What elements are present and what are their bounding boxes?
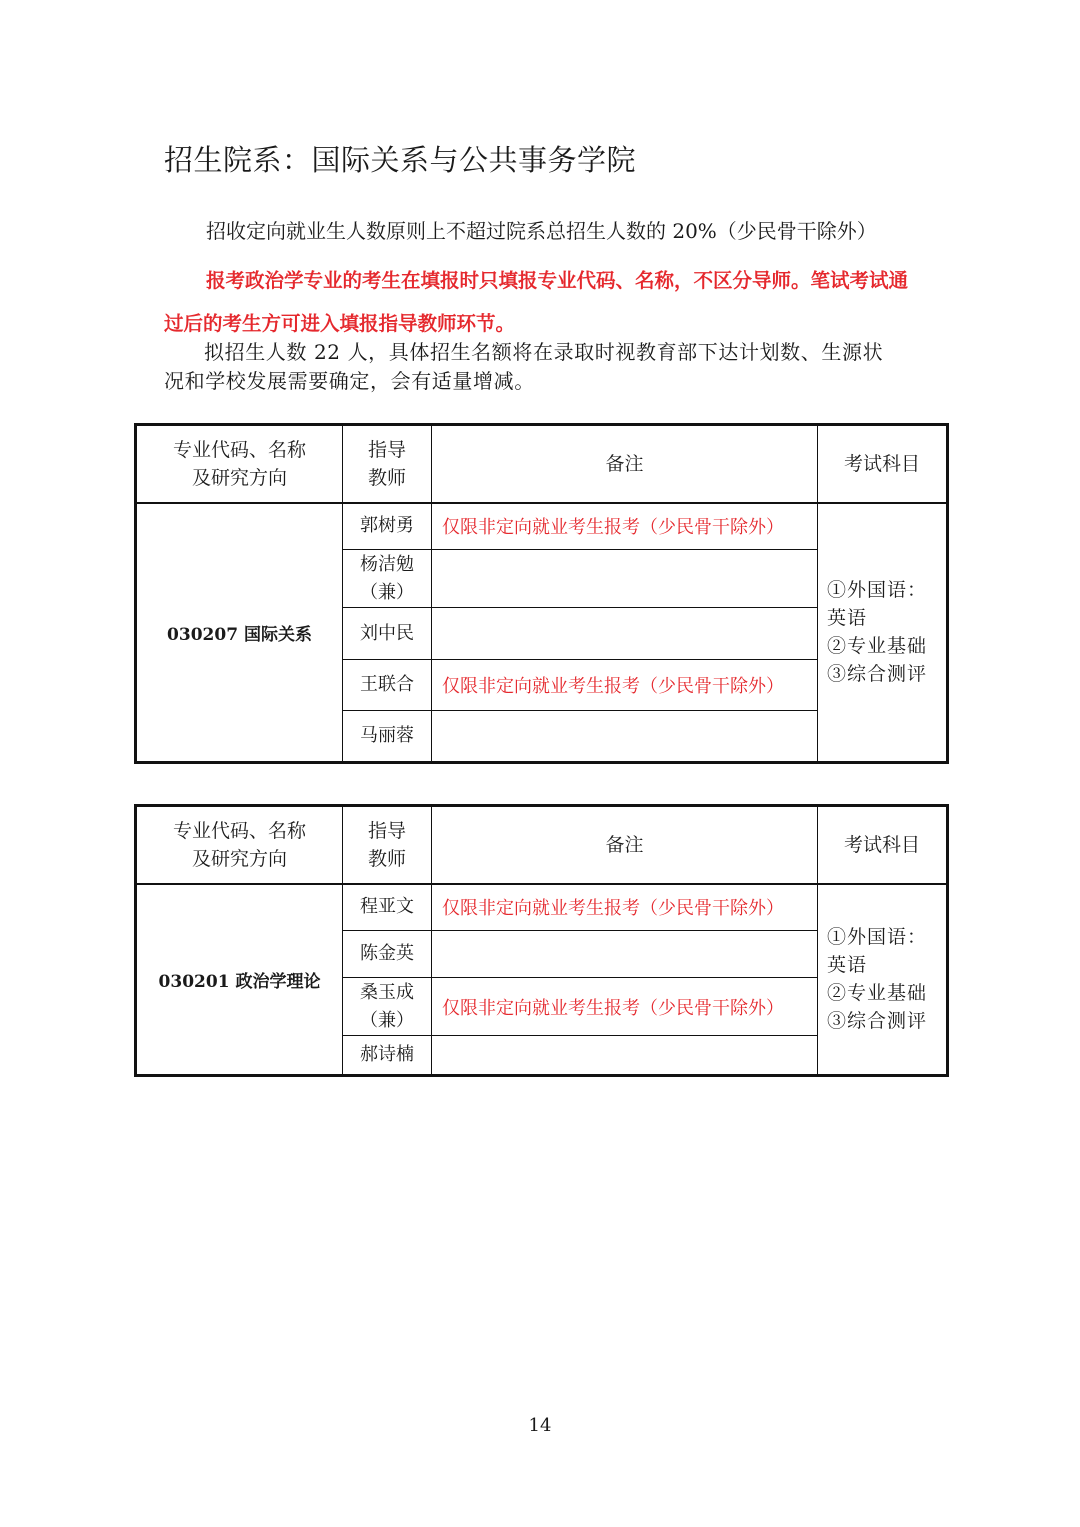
note-cell [432,608,818,660]
header-teacher [343,806,432,884]
note-cell: 仅限非定向就业考生报考（少民骨干除外） [432,884,818,931]
teacher-name: 程亚文 [360,896,414,918]
note-cell [432,711,818,763]
exam-item: ③综合测评 [827,663,928,686]
enrollment-plan-line-2: 况和学校发展需要确定，会有适量增减。 [164,369,535,393]
teacher-name: 郭树勇 [360,515,414,537]
major-code: 030201 [158,971,230,992]
exam-cell [818,503,948,763]
teacher-cell [343,1036,432,1076]
note-cell [432,550,818,608]
teacher-cell [343,978,432,1036]
note-cell: 仅限非定向就业考生报考（少民骨干除外） [432,503,818,550]
header-exam: 考试科目 [818,425,948,503]
enrollment-plan-line-1: 拟招生人数 22 人，具体招生名额将在录取时视教育部下达计划数、生源状 [204,340,884,364]
teacher-name: 桑玉成 [360,981,414,1003]
teacher-cell [343,931,432,978]
note-cell: 仅限非定向就业考生报考（少民骨干除外） [432,660,818,711]
table-international-relations [134,423,949,764]
teacher-name: 陈金英 [360,943,414,964]
teacher-name: 马丽蓉 [360,725,414,746]
major-name: 国际关系 [243,624,312,645]
teacher-name: 王联合 [360,674,414,695]
teacher-cell [343,884,432,931]
header-major-line-1: 专业代码、名称 [172,438,306,461]
table-row [136,503,948,550]
header-major-line-2: 及研究方向 [191,847,287,870]
header-teacher-line-1: 指导 [367,819,406,842]
teacher-cell [343,608,432,660]
exam-item: ②专业基础 [827,982,928,1005]
header-note: 备注 [432,425,818,503]
paragraph-quota-note: 招收定向就业生人数原则上不超过院系总招生人数的 20%（少民骨干除外） [206,219,877,243]
exam-item: ①外国语： [827,579,928,602]
teacher-name: 刘中民 [360,622,414,644]
major-cell [136,884,343,1076]
exam-item: 英语 [827,607,868,630]
teacher-sub: （兼） [360,581,414,603]
major-cell [136,503,343,763]
teacher-cell [343,550,432,608]
teacher-cell [343,660,432,711]
note-cell [432,931,818,978]
teacher-sub: （兼） [360,1009,414,1031]
page-heading: 招生院系：国际关系与公共事务学院 [164,143,637,177]
header-teacher [343,425,432,503]
teacher-name: 杨洁勉 [360,553,414,575]
paragraph-enrollment-plan [164,338,920,396]
paragraph-political-science-notice: 报考政治学专业的考生在填报时只填报专业代码、名称，不区分导师。笔试考试通过后的考生方可进入填报指导教师环节。 [164,269,909,335]
header-major [136,806,343,884]
teacher-cell [343,711,432,763]
teacher-name: 郝诗楠 [360,1044,414,1065]
table-row [136,884,948,931]
table-political-theory [134,804,949,1077]
header-note: 备注 [432,806,818,884]
page-number: 14 [528,1415,552,1436]
header-major [136,425,343,503]
exam-item: ②专业基础 [827,635,928,658]
major-code: 030207 [167,624,239,645]
teacher-cell [343,503,432,550]
header-teacher-line-2: 教师 [367,847,406,870]
header-major-line-1: 专业代码、名称 [172,819,306,842]
header-major-line-2: 及研究方向 [191,466,287,489]
major-name: 政治学理论 [235,971,321,992]
exam-cell [818,884,948,1076]
exam-item: ①外国语： [827,926,928,949]
exam-item: ③综合测评 [827,1010,928,1033]
header-teacher-line-2: 教师 [367,466,406,489]
exam-item: 英语 [827,954,868,977]
note-cell: 仅限非定向就业考生报考（少民骨干除外） [432,978,818,1036]
header-exam: 考试科目 [818,806,948,884]
header-teacher-line-1: 指导 [367,438,406,461]
note-cell [432,1036,818,1076]
